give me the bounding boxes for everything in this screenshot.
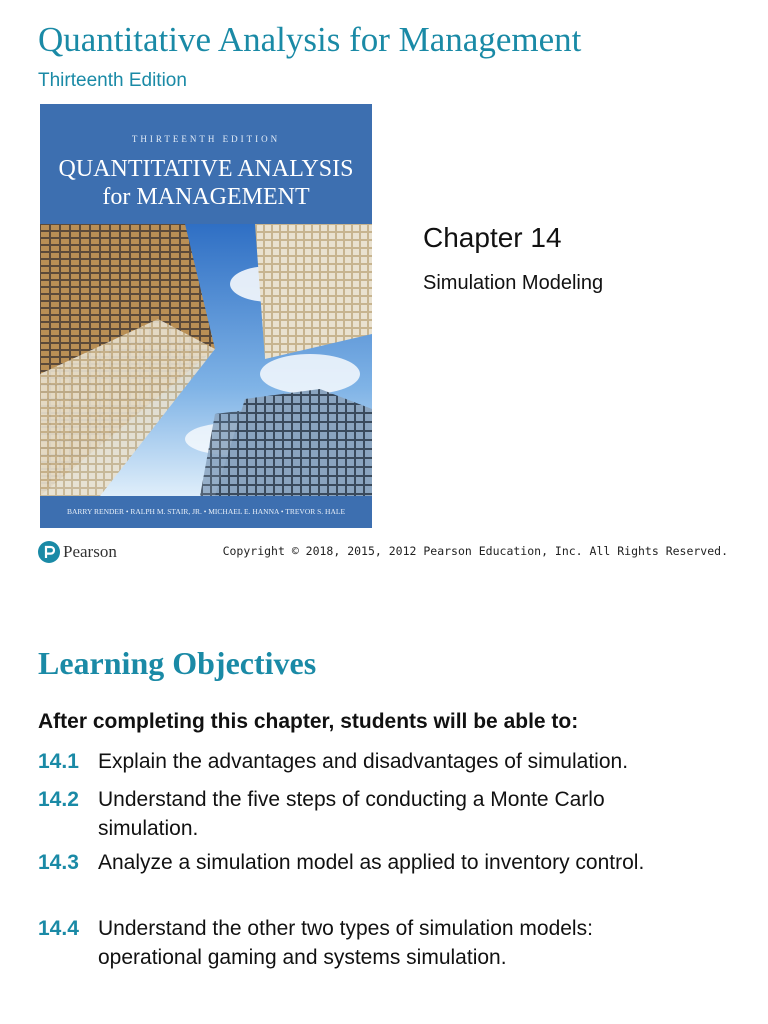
objective-number: 14.3 [38,851,79,874]
learning-objectives-intro: After completing this chapter, students will be able to: [38,710,579,733]
objective-item [38,785,738,843]
cover-authors: BARRY RENDER • RALPH M. STAIR, JR. • MICHAEL E. HANNA • TREVOR S. HALE [40,496,372,528]
cover-skyscraper-photo [40,224,372,496]
publisher-name: Pearson [63,542,117,561]
pearson-p-icon [38,541,60,563]
chapter-subtitle: Simulation Modeling [423,272,604,294]
book-title: Quantitative Analysis for Management [38,20,582,59]
objective-number: 14.4 [38,917,79,940]
objective-number: 14.1 [38,750,79,773]
objective-item [38,848,738,877]
cover-edition-label: THIRTEENTH EDITION [131,134,281,144]
learning-objectives-heading: Learning Objectives [38,645,317,681]
objective-text: Explain the advantages and disadvantages of simulation. [98,750,629,773]
objective-item [38,747,738,776]
pearson-logo [38,540,117,564]
book-edition: Thirteenth Edition [38,70,187,91]
objective-text: Analyze a simulation model as applied to inventory control. [98,851,645,874]
objective-text: Understand the five steps of conducting a Monte Carlo simulation. [98,788,605,840]
objective-number: 14.2 [38,788,79,811]
cover-title-band [40,104,372,224]
objective-text: Understand the other two types of simulation models: operational gaming and systems simulation. [98,917,593,969]
copyright-notice: Copyright © 2018, 2015, 2012 Pearson Education, Inc. All Rights Reserved. [222,544,728,558]
cover-title-line1: QUANTITATIVE ANALYSIS [58,156,354,182]
cover-title-line2: for MANAGEMENT [102,184,310,210]
objective-item [38,914,738,972]
chapter-title: Chapter 14 [423,222,562,253]
book-cover [40,104,372,528]
